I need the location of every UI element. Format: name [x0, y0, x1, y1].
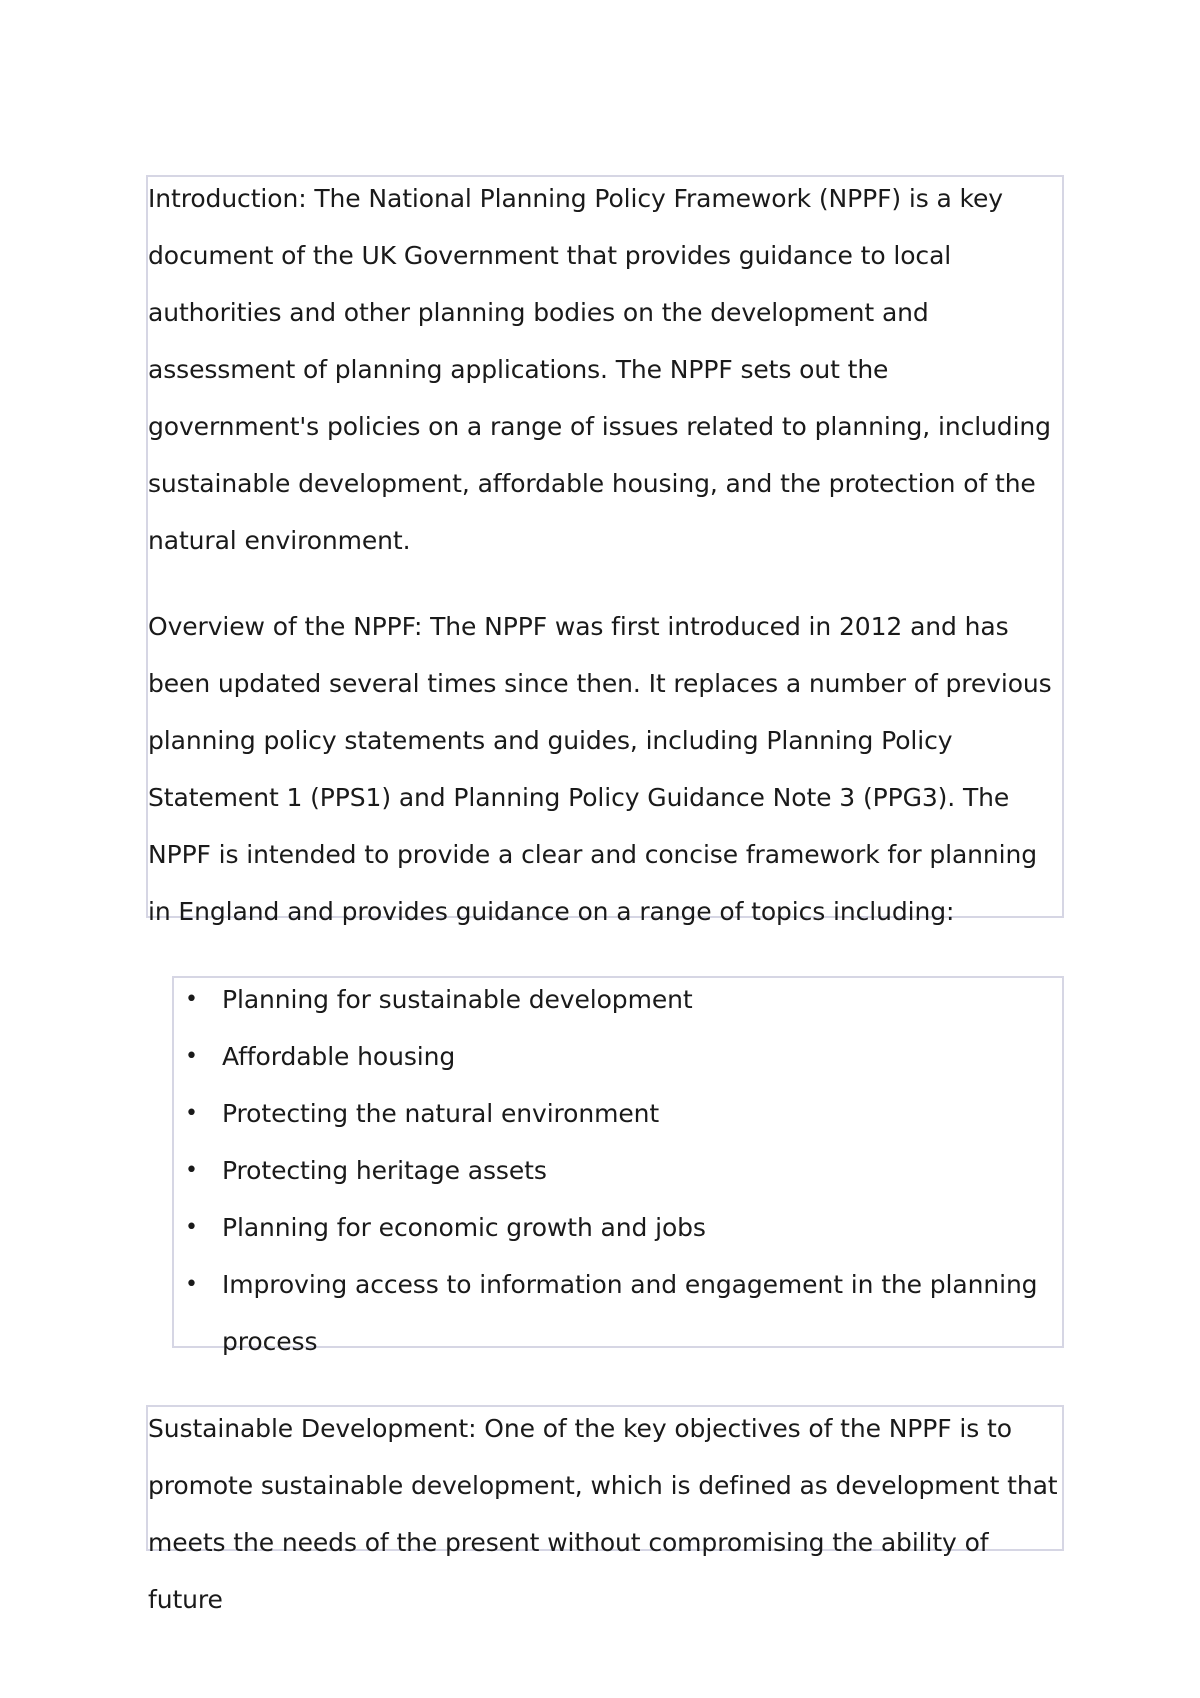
list-item-text: Planning for economic growth and jobs — [222, 1213, 706, 1242]
topics-list-section — [172, 976, 1064, 1356]
list-item-text: Affordable housing — [222, 1042, 456, 1071]
bullet-icon: • — [185, 1101, 198, 1126]
list-item — [174, 1199, 1062, 1256]
bullet-icon: • — [185, 987, 198, 1012]
list-item — [174, 1142, 1062, 1199]
intro-paragraph: Introduction: The National Planning Policy Framework (NPPF) is a key document of the UK Government that provides guidance to local authorities and other planning bodies on the development and assessment of planning applications. The NPPF sets out the government's policies on a range of issues related to planning, including sustainable development, affordable housing, and the protection of the natural environment. — [148, 184, 1051, 555]
list-item — [174, 1028, 1062, 1085]
list-item-text: Improving access to information and engagement in the planning process — [222, 1270, 1038, 1356]
list-item-text: Protecting the natural environment — [222, 1099, 660, 1128]
overview-paragraph: Overview of the NPPF: The NPPF was first introduced in 2012 and has been updated several times since then. It replaces a number of previous planning policy statements and guides, including Planning Policy Statement 1 (PPS1) and Planning Policy Guidance Note 3 (PPG3). The NPPF is intended to provide a clear and concise framework for planning in England and provides guidance on a range of topics including: — [148, 612, 1052, 926]
intro-section — [146, 175, 1064, 926]
list-item — [174, 1085, 1062, 1142]
bullet-icon: • — [185, 1272, 198, 1297]
list-item — [174, 971, 1062, 1028]
sustainable-development-paragraph: Sustainable Development: One of the key objectives of the NPPF is to promote sustainable development, which is defined as development that meets the needs of the present without compromising the ability of future — [148, 1414, 1058, 1614]
sustainable-development-section — [146, 1405, 1064, 1614]
topics-list — [174, 971, 1062, 1370]
bullet-icon: • — [185, 1044, 198, 1069]
list-item-text: Planning for sustainable development — [222, 985, 693, 1014]
bullet-icon: • — [185, 1215, 198, 1240]
list-item — [174, 1256, 1062, 1370]
list-item-text: Protecting heritage assets — [222, 1156, 547, 1185]
bullet-icon: • — [185, 1158, 198, 1183]
